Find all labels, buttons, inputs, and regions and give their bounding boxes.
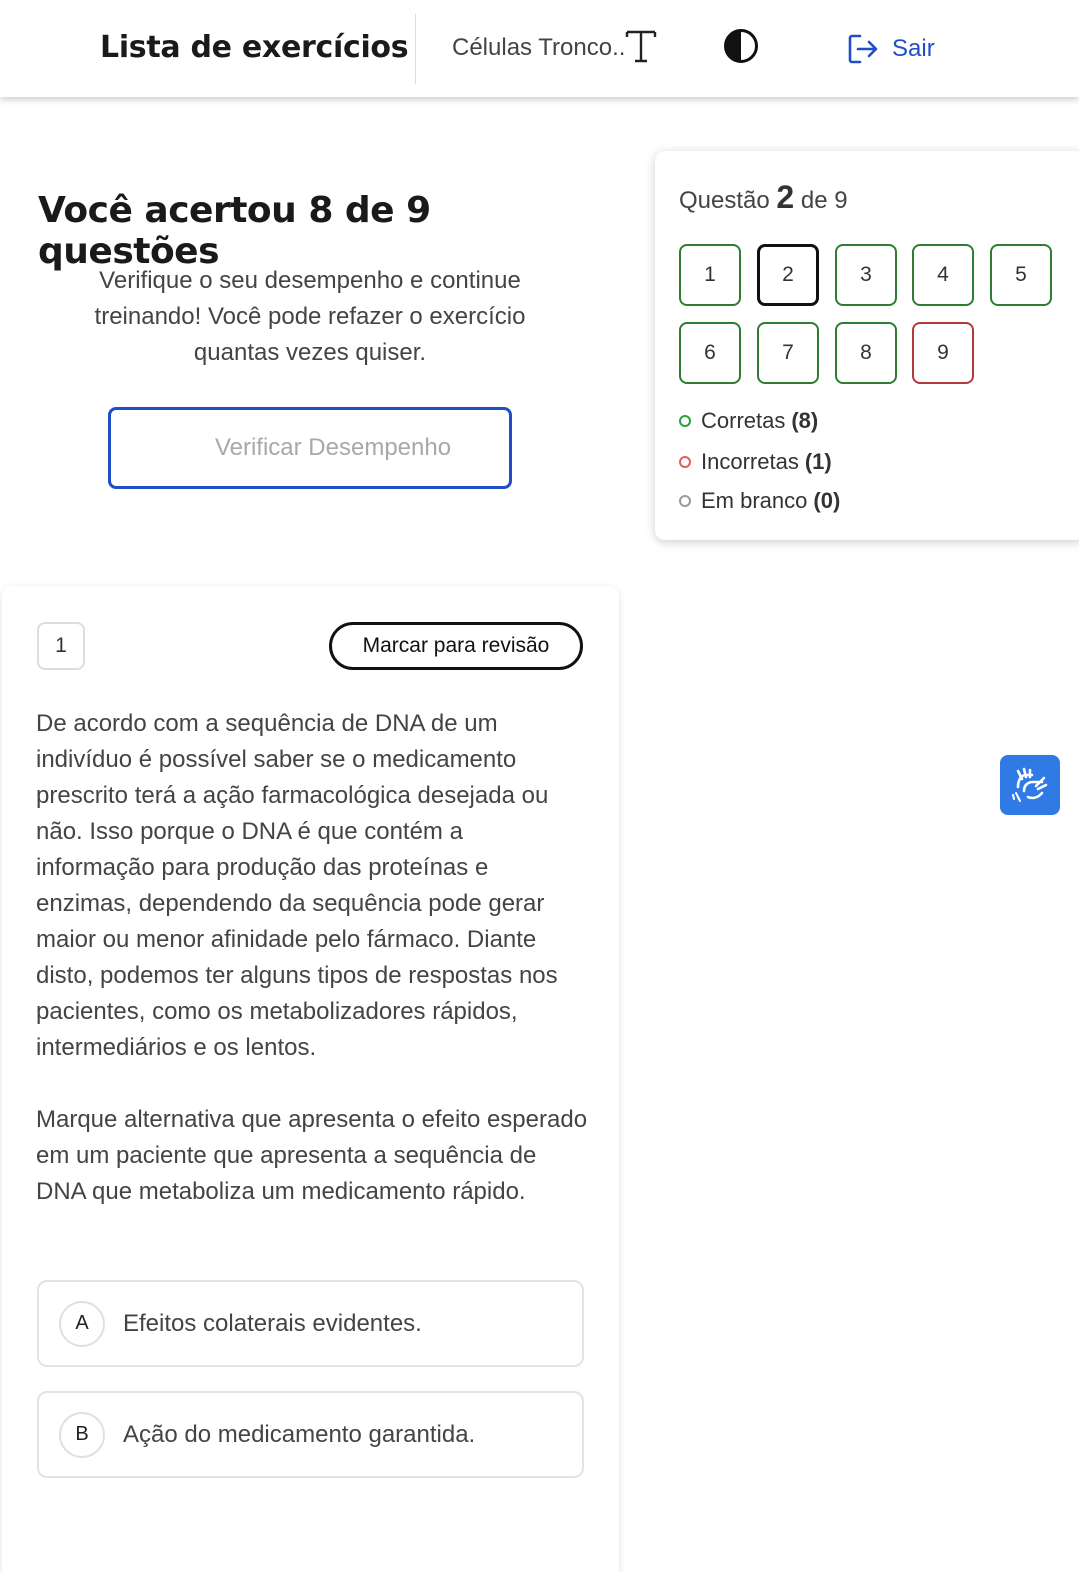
question-button-9[interactable]: 9 [912, 322, 974, 384]
top-header [0, 0, 1079, 97]
result-description: Verifique o seu desempenho e continue treinando! Você pode refazer o exercício quantas vezes quiser. [94, 267, 526, 366]
option-b[interactable] [37, 1391, 584, 1478]
question-button-3[interactable]: 3 [835, 244, 897, 306]
sign-language-button[interactable] [1000, 755, 1060, 815]
option-text: Efeitos colaterais evidentes. [123, 1309, 422, 1337]
question-number: 1 [37, 622, 85, 670]
navigator-suffix: de 9 [800, 187, 848, 214]
legend-correct [679, 408, 818, 434]
subject-title: Células Tronco.. [452, 34, 626, 61]
legend-dot-icon [679, 495, 691, 507]
mark-for-review-button[interactable]: Marcar para revisão [329, 622, 583, 670]
logout-button[interactable] [846, 30, 935, 68]
legend-count: (8) [791, 408, 819, 433]
logout-label: Sair [892, 35, 935, 62]
legend-label: Incorretas [701, 449, 799, 474]
question-button-5[interactable]: 5 [990, 244, 1052, 306]
verify-performance-button[interactable]: Verificar Desempenho [108, 407, 512, 489]
question-button-4[interactable]: 4 [912, 244, 974, 306]
header-divider [415, 14, 416, 84]
font-size-icon[interactable] [624, 28, 658, 64]
option-letter: B [59, 1412, 105, 1458]
question-paragraph-2: Marque alternativa que apresenta o efeito esperado em um paciente que apresenta a sequência de DNA que metaboliza um medicamento rápido. [36, 1106, 588, 1205]
question-statement [36, 706, 588, 1210]
question-navigator [655, 151, 1079, 540]
result-title: Você acertou 8 de 9 questões [38, 190, 431, 272]
question-button-7[interactable]: 7 [757, 322, 819, 384]
question-paragraph-1: De acordo com a sequência de DNA de um indivíduo é possível saber se o medicamento prescrito terá a ação farmacológica desejada ou não. Isso porque o DNA é que contém a informação para produção das proteínas e enzimas, dependendo da sequência pode gerar maior ou menor afinidade pelo fármaco. Diante disto, podemos ter alguns tipos de respostas nos pacientes, como os metabolizadores rápidos, intermediários e os lentos. [36, 710, 558, 1061]
navigator-heading [679, 179, 848, 216]
legend-dot-icon [679, 415, 691, 427]
legend-count: (0) [813, 488, 841, 513]
app-title: Lista de exercícios [100, 30, 409, 65]
option-a[interactable] [37, 1280, 584, 1367]
question-button-6[interactable]: 6 [679, 322, 741, 384]
logout-icon [846, 32, 880, 66]
legend-count: (1) [804, 449, 832, 474]
legend-blank [679, 488, 840, 514]
option-letter: A [59, 1301, 105, 1347]
option-text: Ação do medicamento garantida. [123, 1420, 476, 1448]
contrast-icon[interactable] [723, 28, 759, 64]
legend-incorrect [679, 449, 832, 475]
legend-label: Corretas [701, 408, 786, 433]
navigator-current: 2 [776, 179, 795, 215]
question-button-8[interactable]: 8 [835, 322, 897, 384]
sign-language-icon [1010, 765, 1050, 805]
question-button-1[interactable]: 1 [679, 244, 741, 306]
question-button-2[interactable]: 2 [757, 244, 819, 306]
legend-dot-icon [679, 456, 691, 468]
question-card [2, 586, 619, 1572]
legend-label: Em branco [701, 488, 808, 513]
navigator-prefix: Questão [679, 187, 770, 214]
